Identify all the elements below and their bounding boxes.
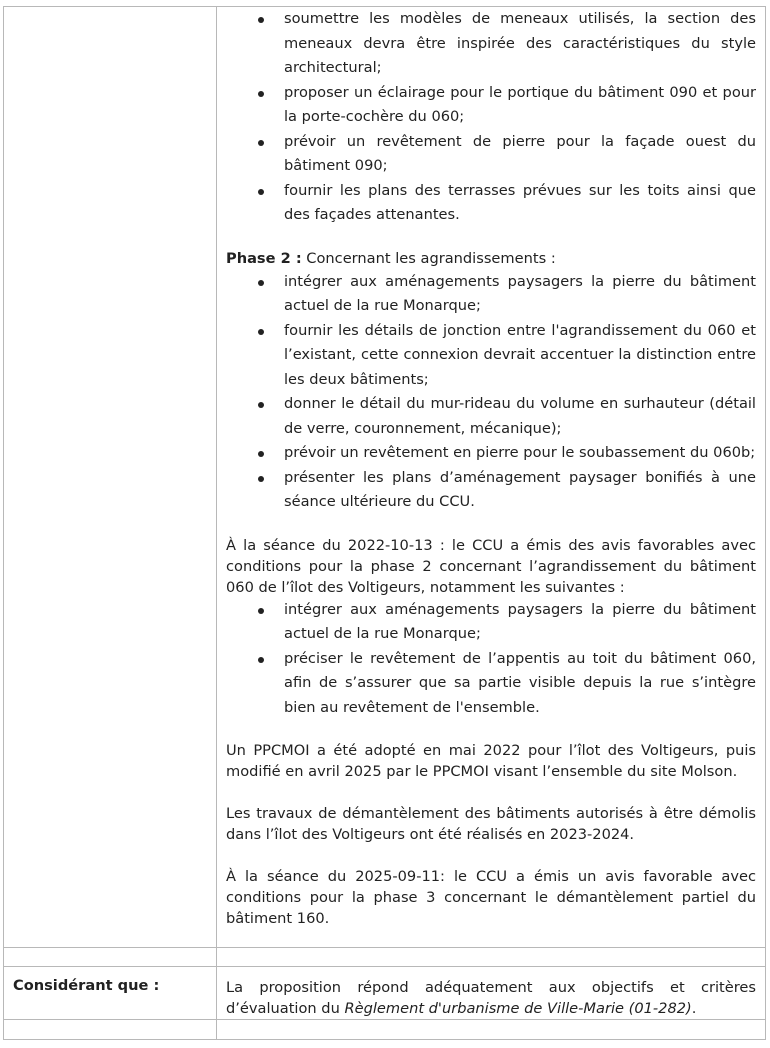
- list-item: prévoir un revêtement en pierre pour le soubassement du 060b;: [284, 441, 756, 466]
- list-item: préciser le revêtement de l’appentis au toit du bâtiment 060, afin de s’assurer que sa partie visible depuis la rue s’intègre bien au revêtement de l'ensemble.: [284, 647, 756, 721]
- seance-2025-paragraph: À la séance du 2025-09-11: le CCU a émis un avis favorable avec conditions pour la phase 3 concernant le démantèlement partiel du bâtiment 160.: [226, 868, 756, 927]
- table-row: [4, 967, 766, 1020]
- left-empty-cell: [4, 7, 217, 948]
- table-row: [4, 7, 766, 948]
- empty-cell: [4, 948, 217, 967]
- list-item: donner le détail du mur-rideau du volume en surhauteur (détail de verre, couronnement, mécanique);: [284, 392, 756, 441]
- reglement-reference: Règlement d'urbanisme de Ville-Marie (01-282): [344, 1000, 692, 1017]
- seance-2022-bullet-list: [226, 598, 756, 721]
- phase1-bullet-list: [226, 7, 756, 228]
- document-table: [3, 6, 766, 1040]
- table-row: [4, 948, 766, 967]
- empty-cell: [4, 1020, 217, 1040]
- list-item: fournir les détails de jonction entre l'agrandissement du 060 et l’existant, cette connexion devrait accentuer la distinction entre les deux bâtiments;: [284, 319, 756, 393]
- list-item: fournir les plans des terrasses prévues sur les toits ainsi que des façades attenantes.: [284, 179, 756, 228]
- empty-cell: [217, 948, 766, 967]
- ppcmoi-paragraph: Un PPCMOI a été adopté en mai 2022 pour l’îlot des Voltigeurs, puis modifié en avril 2025 par le PPCMOI visant l’ensemble du site Molson.: [226, 742, 756, 780]
- considerant-label-cell: [4, 967, 217, 1020]
- considerant-text-cell: [217, 967, 766, 1020]
- considerant-text: [226, 977, 756, 1019]
- list-item: intégrer aux aménagements paysagers la pierre du bâtiment actuel de la rue Monarque;: [284, 270, 756, 319]
- empty-cell: [217, 1020, 766, 1040]
- phase2-label: Phase 2 :: [226, 249, 302, 267]
- phase2-heading: [226, 248, 756, 270]
- table-row: [4, 1020, 766, 1040]
- list-item: proposer un éclairage pour le portique du bâtiment 090 et pour la porte-cochère du 060;: [284, 81, 756, 130]
- list-item: présenter les plans d’aménagement paysager bonifiés à une séance ultérieure du CCU.: [284, 466, 756, 515]
- phase2-bullet-list: [226, 270, 756, 515]
- considerant-text-part: La proposition répond adéquatement aux objectifs et critères d’évaluation du: [226, 979, 756, 1017]
- seance-2022-paragraph: À la séance du 2022-10-13 : le CCU a émis des avis favorables avec conditions pour la phase 2 concernant l’agrandissement du bâtiment 060 de l’îlot des Voltigeurs, notamment les suivantes :: [226, 536, 756, 596]
- considerant-text-end: .: [691, 1000, 697, 1017]
- list-item: prévoir un revêtement de pierre pour la façade ouest du bâtiment 090;: [284, 130, 756, 179]
- phase2-intro: Concernant les agrandissements :: [301, 249, 556, 267]
- considerant-label: Considérant que :: [13, 977, 160, 994]
- main-content-cell: [217, 7, 766, 948]
- list-item: soumettre les modèles de meneaux utilisés, la section des meneaux devra être inspirée des caractéristiques du style architectural;: [284, 7, 756, 81]
- list-item: intégrer aux aménagements paysagers la pierre du bâtiment actuel de la rue Monarque;: [284, 598, 756, 647]
- travaux-paragraph: Les travaux de démantèlement des bâtiments autorisés à être démolis dans l’îlot des Voltigeurs ont été réalisés en 2023-2024.: [226, 805, 756, 843]
